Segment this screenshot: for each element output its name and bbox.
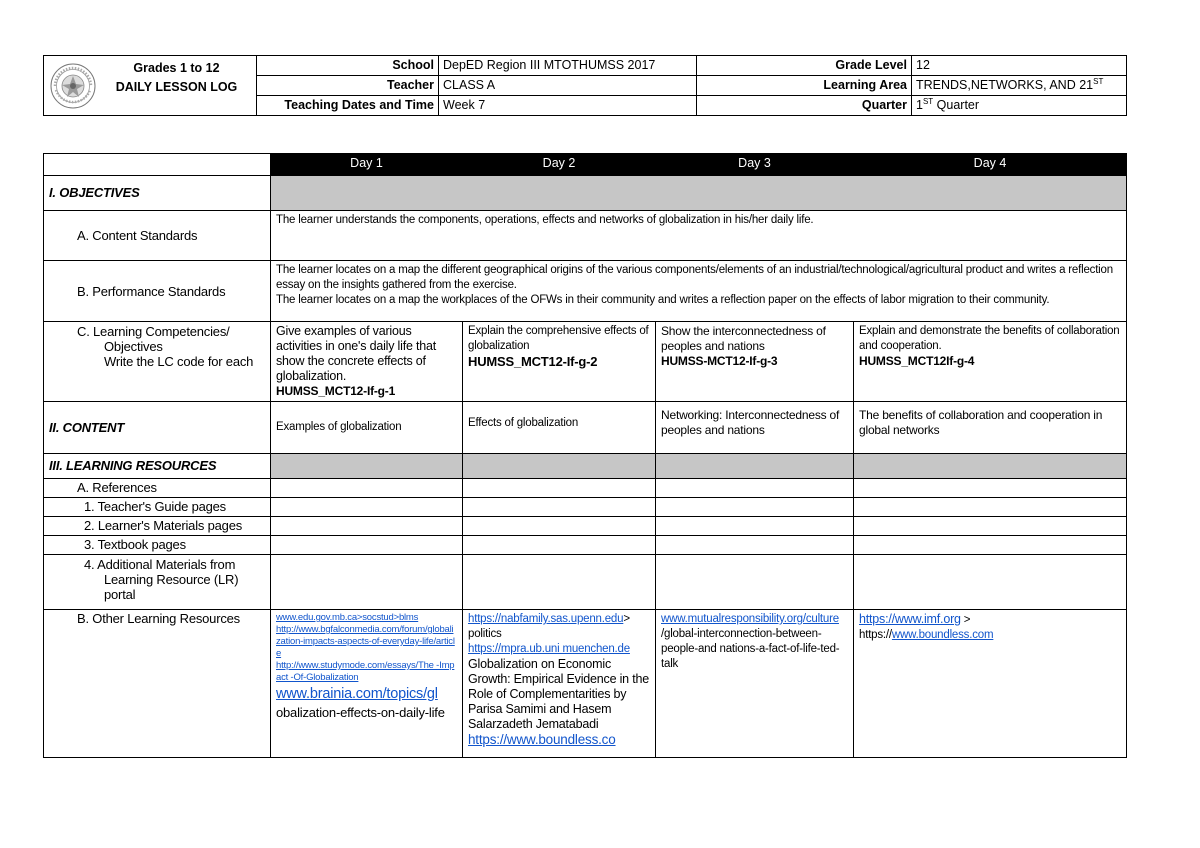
lc-code-day-1: HUMSS_MCT12-If-g-1 bbox=[276, 384, 396, 398]
objectives-grey-band bbox=[271, 176, 1127, 211]
additional-materials-row bbox=[44, 555, 1127, 610]
brainia-path-text: obalization-effects-on-daily-life bbox=[276, 705, 445, 720]
other-resources-row bbox=[44, 610, 1127, 758]
school-value: DepED Region III MTOTHUMSS 2017 bbox=[439, 56, 697, 76]
grade-level-label: Grade Level bbox=[697, 56, 912, 76]
quarter-value: 1ST Quarter bbox=[912, 96, 1127, 116]
content-heading: II. CONTENT bbox=[44, 402, 271, 454]
school-label: School bbox=[257, 56, 439, 76]
link-boundless-day2[interactable]: https://www.boundless.co bbox=[468, 732, 616, 747]
content-standards-text: The learner understands the components, operations, effects and networks of globalization in his/her daily life. bbox=[271, 211, 1127, 261]
day-2-header: Day 2 bbox=[463, 154, 656, 176]
lesson-log-table bbox=[43, 153, 1127, 758]
day-1-header: Day 1 bbox=[271, 154, 463, 176]
dates-value: Week 7 bbox=[439, 96, 697, 116]
day-header-row bbox=[44, 154, 1127, 176]
link-boundless-day4[interactable]: www.boundless.com bbox=[891, 629, 994, 641]
other-resources-day-4: https://www.imf.org > https://www.boundless.com bbox=[854, 610, 1127, 758]
link-imf[interactable]: https://www.imf.org bbox=[859, 612, 961, 626]
day-header-blank bbox=[44, 154, 271, 176]
content-day-3: Networking: Interconnectedness of peoples and nations bbox=[656, 402, 854, 454]
day-3-header: Day 3 bbox=[656, 154, 854, 176]
teacher-value: CLASS A bbox=[439, 76, 697, 96]
objectives-heading: I. OBJECTIVES bbox=[44, 176, 271, 211]
additional-materials-label: 4. Additional Materials from Learning Resource (LR) portal bbox=[44, 555, 271, 610]
teachers-guide-row bbox=[44, 498, 1127, 517]
content-row bbox=[44, 402, 1127, 454]
deped-seal-icon bbox=[50, 63, 96, 109]
quarter-label: Quarter bbox=[697, 96, 912, 116]
grade-level-value: 12 bbox=[912, 56, 1127, 76]
link-brainia[interactable]: www.brainia.com/topics/gl bbox=[276, 686, 438, 702]
link-bgfalconmedia[interactable]: http://www.bgfalconmedia.com/forum/globalization-impacts-aspects-of-everyday-life/article bbox=[276, 624, 455, 659]
learners-materials-label: 2. Learner's Materials pages bbox=[44, 517, 271, 536]
learning-area-label: Learning Area bbox=[697, 76, 912, 96]
performance-standards-text bbox=[271, 261, 1127, 322]
learning-competencies-label: C. Learning Competencies/ Objectives Write the LC code for each bbox=[44, 322, 271, 402]
grades-label: Grades 1 to 12 bbox=[133, 61, 220, 75]
link-mutualresponsibility[interactable]: www.mutualresponsibility.org/culture bbox=[661, 613, 839, 625]
log-title: DAILY LESSON LOG bbox=[115, 80, 238, 94]
teacher-label: Teacher bbox=[257, 76, 439, 96]
performance-standards-row bbox=[44, 261, 1127, 322]
link-nabfamily[interactable]: https://nabfamily.sas.upenn.edu bbox=[468, 613, 624, 625]
link-mpra[interactable]: https://mpra.ub.uni muenchen.de bbox=[468, 643, 630, 655]
day-4-header: Day 4 bbox=[854, 154, 1127, 176]
other-resources-day-2: https://nabfamily.sas.upenn.edu> politics https://mpra.ub.uni muenchen.de Globalization on Economic Growth: Empirical Evidence in the Role of Complementarities by Parisa Samimi and Hasem Salarzadeth Jematabadi https://www.boundless.co bbox=[463, 610, 656, 758]
lc-code-day-2: HUMSS_MCT12-If-g-2 bbox=[468, 354, 598, 369]
link-edu-gov-mb[interactable]: www.edu.gov.mb.ca>socstud>blms bbox=[276, 612, 419, 623]
dates-label: Teaching Dates and Time bbox=[257, 96, 439, 116]
content-day-4: The benefits of collaboration and cooperation in global networks bbox=[854, 402, 1127, 454]
textbook-row bbox=[44, 536, 1127, 555]
performance-standards-line-2: The learner locates on a map the workplaces of the OFWs in their community and writes a reflection paper on the effects of labor migration to their community. bbox=[276, 294, 1050, 306]
lc-day-2: Explain the comprehensive effects of globalization HUMSS_MCT12-If-g-2 bbox=[463, 322, 656, 402]
learning-area-value: TRENDS,NETWORKS, AND 21ST bbox=[912, 76, 1127, 96]
lc-code-day-3: HUMSS-MCT12-If-g-3 bbox=[661, 354, 778, 368]
learning-resources-row bbox=[44, 454, 1127, 479]
teachers-guide-label: 1. Teacher's Guide pages bbox=[44, 498, 271, 517]
other-resources-day-3: www.mutualresponsibility.org/culture /global-interconnection-between-people-and nations-a-fact-of-life-ted- talk bbox=[656, 610, 854, 758]
lc-code-day-4: HUMSS_MCT12If-g-4 bbox=[859, 354, 975, 368]
performance-standards-line-1: The learner locates on a map the different geographical origins of the various components/elements of an industrial/technological/agricultural product and writes a reflection essay on the insights gathered from the exercise. bbox=[276, 264, 1113, 291]
learning-resources-heading: III. LEARNING RESOURCES bbox=[44, 454, 271, 479]
content-standards-label: A. Content Standards bbox=[44, 211, 271, 261]
textbook-label: 3. Textbook pages bbox=[44, 536, 271, 555]
other-resources-day-1 bbox=[271, 610, 463, 758]
performance-standards-label: B. Performance Standards bbox=[44, 261, 271, 322]
lc-day-1: Give examples of various activities in one's daily life that show the concrete effects of globalization. HUMSS_MCT12-If-g-1 bbox=[271, 322, 463, 402]
learners-materials-row bbox=[44, 517, 1127, 536]
references-row bbox=[44, 479, 1127, 498]
header-table bbox=[43, 55, 1127, 116]
header-logo-cell bbox=[44, 56, 257, 116]
objectives-row bbox=[44, 176, 1127, 211]
link-studymode[interactable]: http://www.studymode.com/essays/The -Impact -Of-Globalization bbox=[276, 660, 455, 683]
references-label: A. References bbox=[44, 479, 271, 498]
lc-day-3: Show the interconnectedness of peoples and nations HUMSS-MCT12-If-g-3 bbox=[656, 322, 854, 402]
content-day-1: Examples of globalization bbox=[271, 402, 463, 454]
lc-day-4: Explain and demonstrate the benefits of collaboration and cooperation. HUMSS_MCT12If-g-4 bbox=[854, 322, 1127, 402]
content-day-2: Effects of globalization bbox=[463, 402, 656, 454]
other-resources-label: B. Other Learning Resources bbox=[44, 610, 271, 758]
learning-competencies-row bbox=[44, 322, 1127, 402]
content-standards-row bbox=[44, 211, 1127, 261]
